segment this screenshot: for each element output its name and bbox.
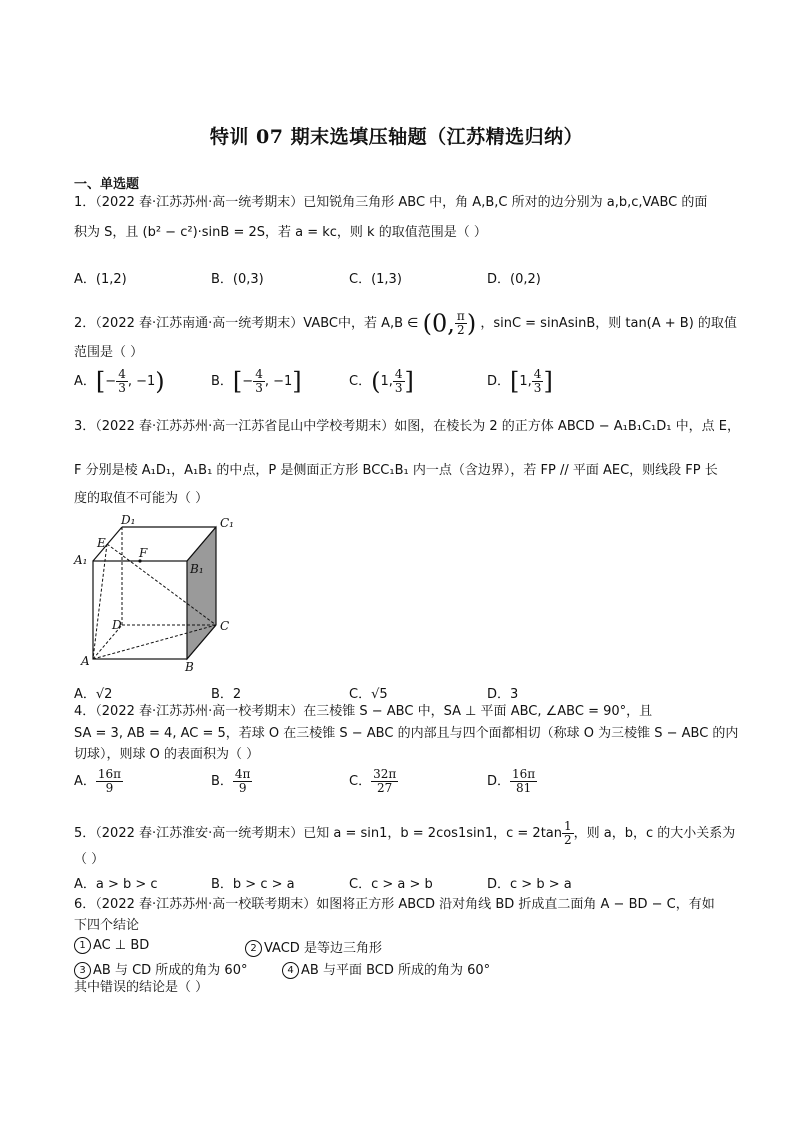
- q3-option-b[interactable]: B．2: [211, 687, 242, 702]
- q5-option-b[interactable]: B．b > c > a: [211, 877, 295, 892]
- q1-option-d[interactable]: D．(0,2): [487, 272, 541, 287]
- q3-option-a[interactable]: A．√2: [74, 687, 113, 702]
- label-b: B: [185, 660, 194, 673]
- q2-pi-half: $\frac{\pi}{2}$: [456, 309, 465, 337]
- q6-conclusion-1: 1 AC ⊥ BD: [74, 937, 149, 954]
- q3-line2: F 分别是棱 A₁D₁，A₁B₁ 的中点，P 是侧面正方形 BCC₁B₁ 内一点（含边界），若 FP // 平面 AEC，则线段 FP 长: [74, 463, 718, 478]
- q2-paren-open: (0,: [422, 309, 455, 338]
- shaded-face: [187, 527, 216, 659]
- q1-line1: 1．（2022 春·江苏苏州·高一统考期末）已知锐角三角形 ABC 中，角 A,B,C 所对的边分别为 a,b,c,VABC 的面: [74, 195, 708, 210]
- q5-line2: （ ）: [74, 852, 105, 867]
- q3-option-d[interactable]: D．3: [487, 687, 519, 702]
- page-title: 特训 07 期末选填压轴题（江苏精选归纳）: [209, 126, 584, 148]
- q6-conclusion-2: 2 VACD 是等边三角形: [245, 937, 382, 957]
- label-e: E: [97, 536, 106, 550]
- q4-line1: 4．（2022 春·江苏苏州·高一校考期末）在三棱锥 S − ABC 中，SA ⊥ 平面 ABC, ∠ABC = 90°，且: [74, 704, 653, 719]
- q4-option-a[interactable]: A． $\frac{16\pi}{9}$: [74, 767, 122, 795]
- q1-option-b[interactable]: B．(0,3): [211, 272, 264, 287]
- q5-option-d[interactable]: D．c > b > a: [487, 877, 572, 892]
- front-face: [93, 561, 187, 659]
- label-b1: B₁: [190, 562, 204, 576]
- q6-line1: 6．（2022 春·江苏苏州·高一校联考期末）如图将正方形 ABCD 沿对角线 BD 折成直二面角 A − BD − C，有如: [74, 897, 715, 912]
- q4-option-c[interactable]: C． $\frac{32\pi}{27}$: [349, 767, 397, 795]
- q3-line3: 度的取值不可能为（ ）: [74, 491, 209, 506]
- label-d1: D₁: [121, 513, 136, 527]
- q2-option-c[interactable]: C．(1, $\frac{4}{3}$ ]: [349, 367, 414, 396]
- label-d: D: [112, 618, 122, 632]
- label-a: A: [81, 654, 90, 668]
- q1-option-a[interactable]: A．(1,2): [74, 272, 127, 287]
- label-a1: A₁: [74, 553, 88, 567]
- q4-option-d[interactable]: D． $\frac{16\pi}{81}$: [487, 767, 536, 795]
- section-heading: 一、单选题: [74, 177, 140, 192]
- q2-line2: 范围是（ ）: [74, 345, 144, 360]
- q6-conclusion-3: 3 AB 与 CD 所成的角为 60°: [74, 959, 247, 979]
- q1-line2: 积为 S，且 (b² − c²)·sinB = 2S，若 a = kc，则 k 的取值范围是（ ）: [74, 225, 487, 240]
- q2-option-d[interactable]: D．[1, $\frac{4}{3}$ ]: [487, 367, 553, 396]
- q2-line1-end: ，sinC = sinAsinB，则 tan(A + B) 的取值: [480, 316, 737, 331]
- q6-conclusion-4: 4 AB 与平面 BCD 所成的角为 60°: [282, 959, 490, 979]
- q4-line2: SA = 3, AB = 4, AC = 5，若球 O 在三棱锥 S − ABC 的内部且与四个面都相切（称球 O 为三棱锥 S − ABC 的内: [74, 726, 739, 741]
- q2-line1: [74, 310, 737, 337]
- q3-line1: 3．（2022 春·江苏苏州·高一江苏省昆山中学校考期末）如图，在棱长为 2 的正方体 ABCD − A₁B₁C₁D₁ 中，点 E，: [74, 419, 740, 434]
- label-f: F: [139, 546, 148, 560]
- q1-option-c[interactable]: C．(1,3): [349, 272, 402, 287]
- label-c: C: [220, 619, 230, 633]
- q5-line1: 5．（2022 春·江苏淮安·高一统考期末）已知 a = sin1，b = 2cos1sin1，c = 2tan $\frac{1}{2}$ ，则 a，b，c 的大小关系为: [74, 819, 736, 847]
- label-c1: C₁: [220, 516, 234, 530]
- q4-option-b[interactable]: B． $\frac{4\pi}{9}$: [211, 767, 251, 795]
- q6-line2: 下四个结论: [74, 918, 140, 933]
- cube-figure: [72, 513, 242, 673]
- q6-line-last: 其中错误的结论是（ ）: [74, 980, 209, 995]
- q2-line1-start: 2．（2022 春·江苏南通·高一统考期末）VABC中，若 A,B ∈: [74, 316, 419, 331]
- q4-line3: 切球），则球 O 的表面积为（ ）: [74, 747, 260, 762]
- q5-half: $\frac{1}{2}$: [564, 819, 572, 847]
- q5-option-a[interactable]: A．a > b > c: [74, 877, 158, 892]
- q2-option-b[interactable]: B．[− $\frac{4}{3}$ , −1]: [211, 367, 302, 396]
- q2-option-a[interactable]: A．[− $\frac{4}{3}$ , −1): [74, 367, 165, 396]
- q5-option-c[interactable]: C．c > a > b: [349, 877, 433, 892]
- q2-paren-close: ): [466, 309, 477, 338]
- q3-option-c[interactable]: C．√5: [349, 687, 388, 702]
